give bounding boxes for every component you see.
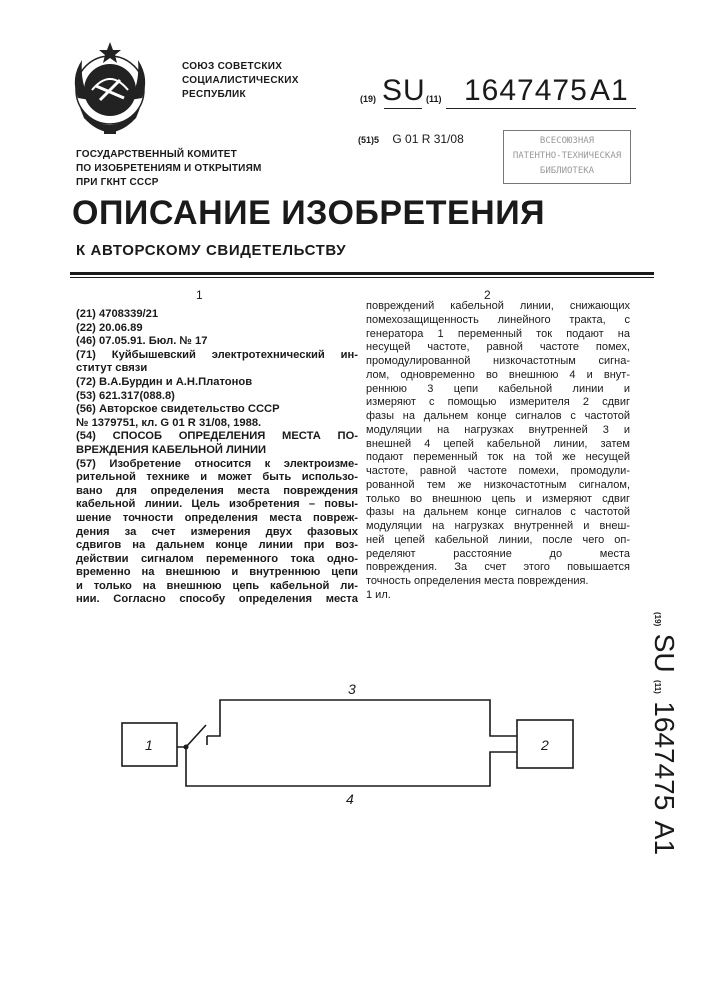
state-committee: ГОСУДАРСТВЕННЫЙ КОМИТЕТ ПО ИЗОБРЕТЕНИЯМ И ОТКРЫТИЯМ ПРИ ГКНТ СССР [76, 149, 262, 188]
text-line: генератора 1 переменный ток подают на [366, 327, 630, 340]
figure-count: 1 ил. [366, 588, 391, 601]
text-line: внешней 4 цепей кабельной линии, затем [366, 437, 630, 450]
text-line: несущей частоте, равной частоте помех, [366, 341, 630, 354]
text-line: фазы на дальнем конце сигналов с частотой [366, 506, 630, 519]
abstract-line: действии сигналом переменного тока одно- [76, 552, 358, 565]
text-line: фазы на дальнем конце сигналов с частотой [366, 410, 630, 422]
patent-number: 1647475 [464, 74, 588, 107]
abstract-line: дения за счет измерения двух фазовых [76, 525, 358, 538]
field-72: (72) В.А.Бурдин и А.Н.Платонов [76, 375, 253, 388]
field-22: (22) 20.06.89 [76, 321, 143, 334]
abstract-line: временно на внешнюю и внутреннюю цепи [76, 566, 358, 579]
field-71: (71) Куйбышевский электротехнический ин- [76, 348, 358, 361]
abstract-line: сдвигов на дальнем конце линии при воз- [76, 539, 358, 552]
column-number-2: 2 [484, 288, 491, 302]
text-line: промодулированной низкочастотным сигна- [366, 355, 630, 367]
text-line: помехозащищенность линейного тракта, с [366, 313, 630, 326]
outer-circuit-line [177, 747, 517, 786]
text-line: реннюю 3 цепи кабельной линии и [366, 382, 630, 395]
text-line: повреждения. За счет этого повышается [366, 561, 630, 574]
field-54: (54) СПОСОБ ОПРЕДЕЛЕНИЯ МЕСТА ПО- [76, 430, 358, 443]
text-line: частоте, равной частоте помехи, промодули- [366, 465, 630, 477]
text-line: точность определения места повреждения. [366, 575, 589, 587]
country-name: СОЮЗ СОВЕТСКИХ СОЦИАЛИСТИЧЕСКИХ РЕСПУБЛИК [182, 61, 299, 100]
text-line: измеряют с помощью измерителя 2 сдвиг [366, 396, 630, 409]
abstract-line: и только на внешнюю цепь кабельной ли- [76, 579, 358, 592]
bibliographic-column [76, 308, 358, 607]
abstract-line: рительной технике и может быть использо- [76, 471, 358, 484]
switch-contact [186, 725, 206, 747]
side-patent-number: (19) SU (11) 1647475 A1 [649, 612, 680, 856]
block-label-1: 1 [145, 737, 153, 753]
field-56-cont: № 1379751, кл. G 01 R 31/08, 1988. [76, 416, 262, 429]
column-number-1: 1 [196, 288, 203, 302]
circuit-diagram [0, 660, 707, 820]
abstract-line: (57) Изобретение относится к электроизме- [76, 457, 358, 470]
inner-circuit-label: 3 [348, 681, 356, 697]
abstract-line: нии. Согласно способу определения места [76, 593, 358, 606]
text-line: только во внешнюю цепь и измеряют сдвиг [366, 492, 630, 505]
abstract-column-2 [366, 300, 630, 603]
document-subtitle: К АВТОРСКОМУ СВИДЕТЕЛЬСТВУ [76, 242, 347, 259]
text-line: повреждений кабельной линии, снижающих [366, 300, 630, 312]
field-21: (21) 4708339/21 [76, 308, 159, 320]
abstract-line: кабельной линии. Цель изобретения – повы- [76, 498, 358, 511]
field-46: (46) 07.05.91. Бюл. № 17 [76, 335, 208, 348]
text-line: модуляции на нагрузках внутренней и внеш- [366, 520, 630, 532]
text-line: ней цепей кабельной линии, после чего оп- [366, 533, 630, 546]
text-line: рованной тем же низкочастотным сигналом, [366, 478, 630, 491]
field-56: (56) Авторское свидетельство СССР [76, 403, 280, 416]
su-code: SU [382, 74, 426, 107]
switch-node [184, 745, 189, 750]
field-53: (53) 621.317(088.8) [76, 389, 175, 402]
block-label-2: 2 [541, 737, 549, 753]
field-71-cont: ститут связи [76, 362, 148, 375]
abstract-line: вано для определения места повреждения [76, 484, 358, 497]
field-54-cont: ВРЕЖДЕНИЯ КАБЕЛЬНОЙ ЛИНИИ [76, 443, 267, 456]
patent-kind: A1 [590, 74, 629, 107]
ussr-emblem-icon [60, 38, 160, 148]
document-title: ОПИСАНИЕ ИЗОБРЕТЕНИЯ [72, 194, 546, 232]
text-line: ределяют расстояние до места [366, 547, 630, 560]
text-line: лом, одновременно во внешнюю 4 и внут- [366, 368, 630, 381]
header-rule-thin [70, 277, 654, 278]
ipc-classification: (51)5 G 01 R 31/08 [358, 132, 464, 146]
text-line: модуляции на нагрузках внутренней 3 и [366, 423, 630, 436]
library-stamp: ВСЕСОЮЗНАЯ ПАТЕНТНО-ТЕХНИЧЕСКАЯ БИБЛИОТЕКА [503, 130, 631, 184]
abstract-line: шение точности определения места повреж- [76, 511, 358, 524]
outer-circuit-label: 4 [346, 791, 354, 807]
header-rule [70, 272, 654, 275]
inner-circuit-line [207, 700, 517, 736]
text-line: подают переменный ток на той же несущей [366, 451, 630, 464]
